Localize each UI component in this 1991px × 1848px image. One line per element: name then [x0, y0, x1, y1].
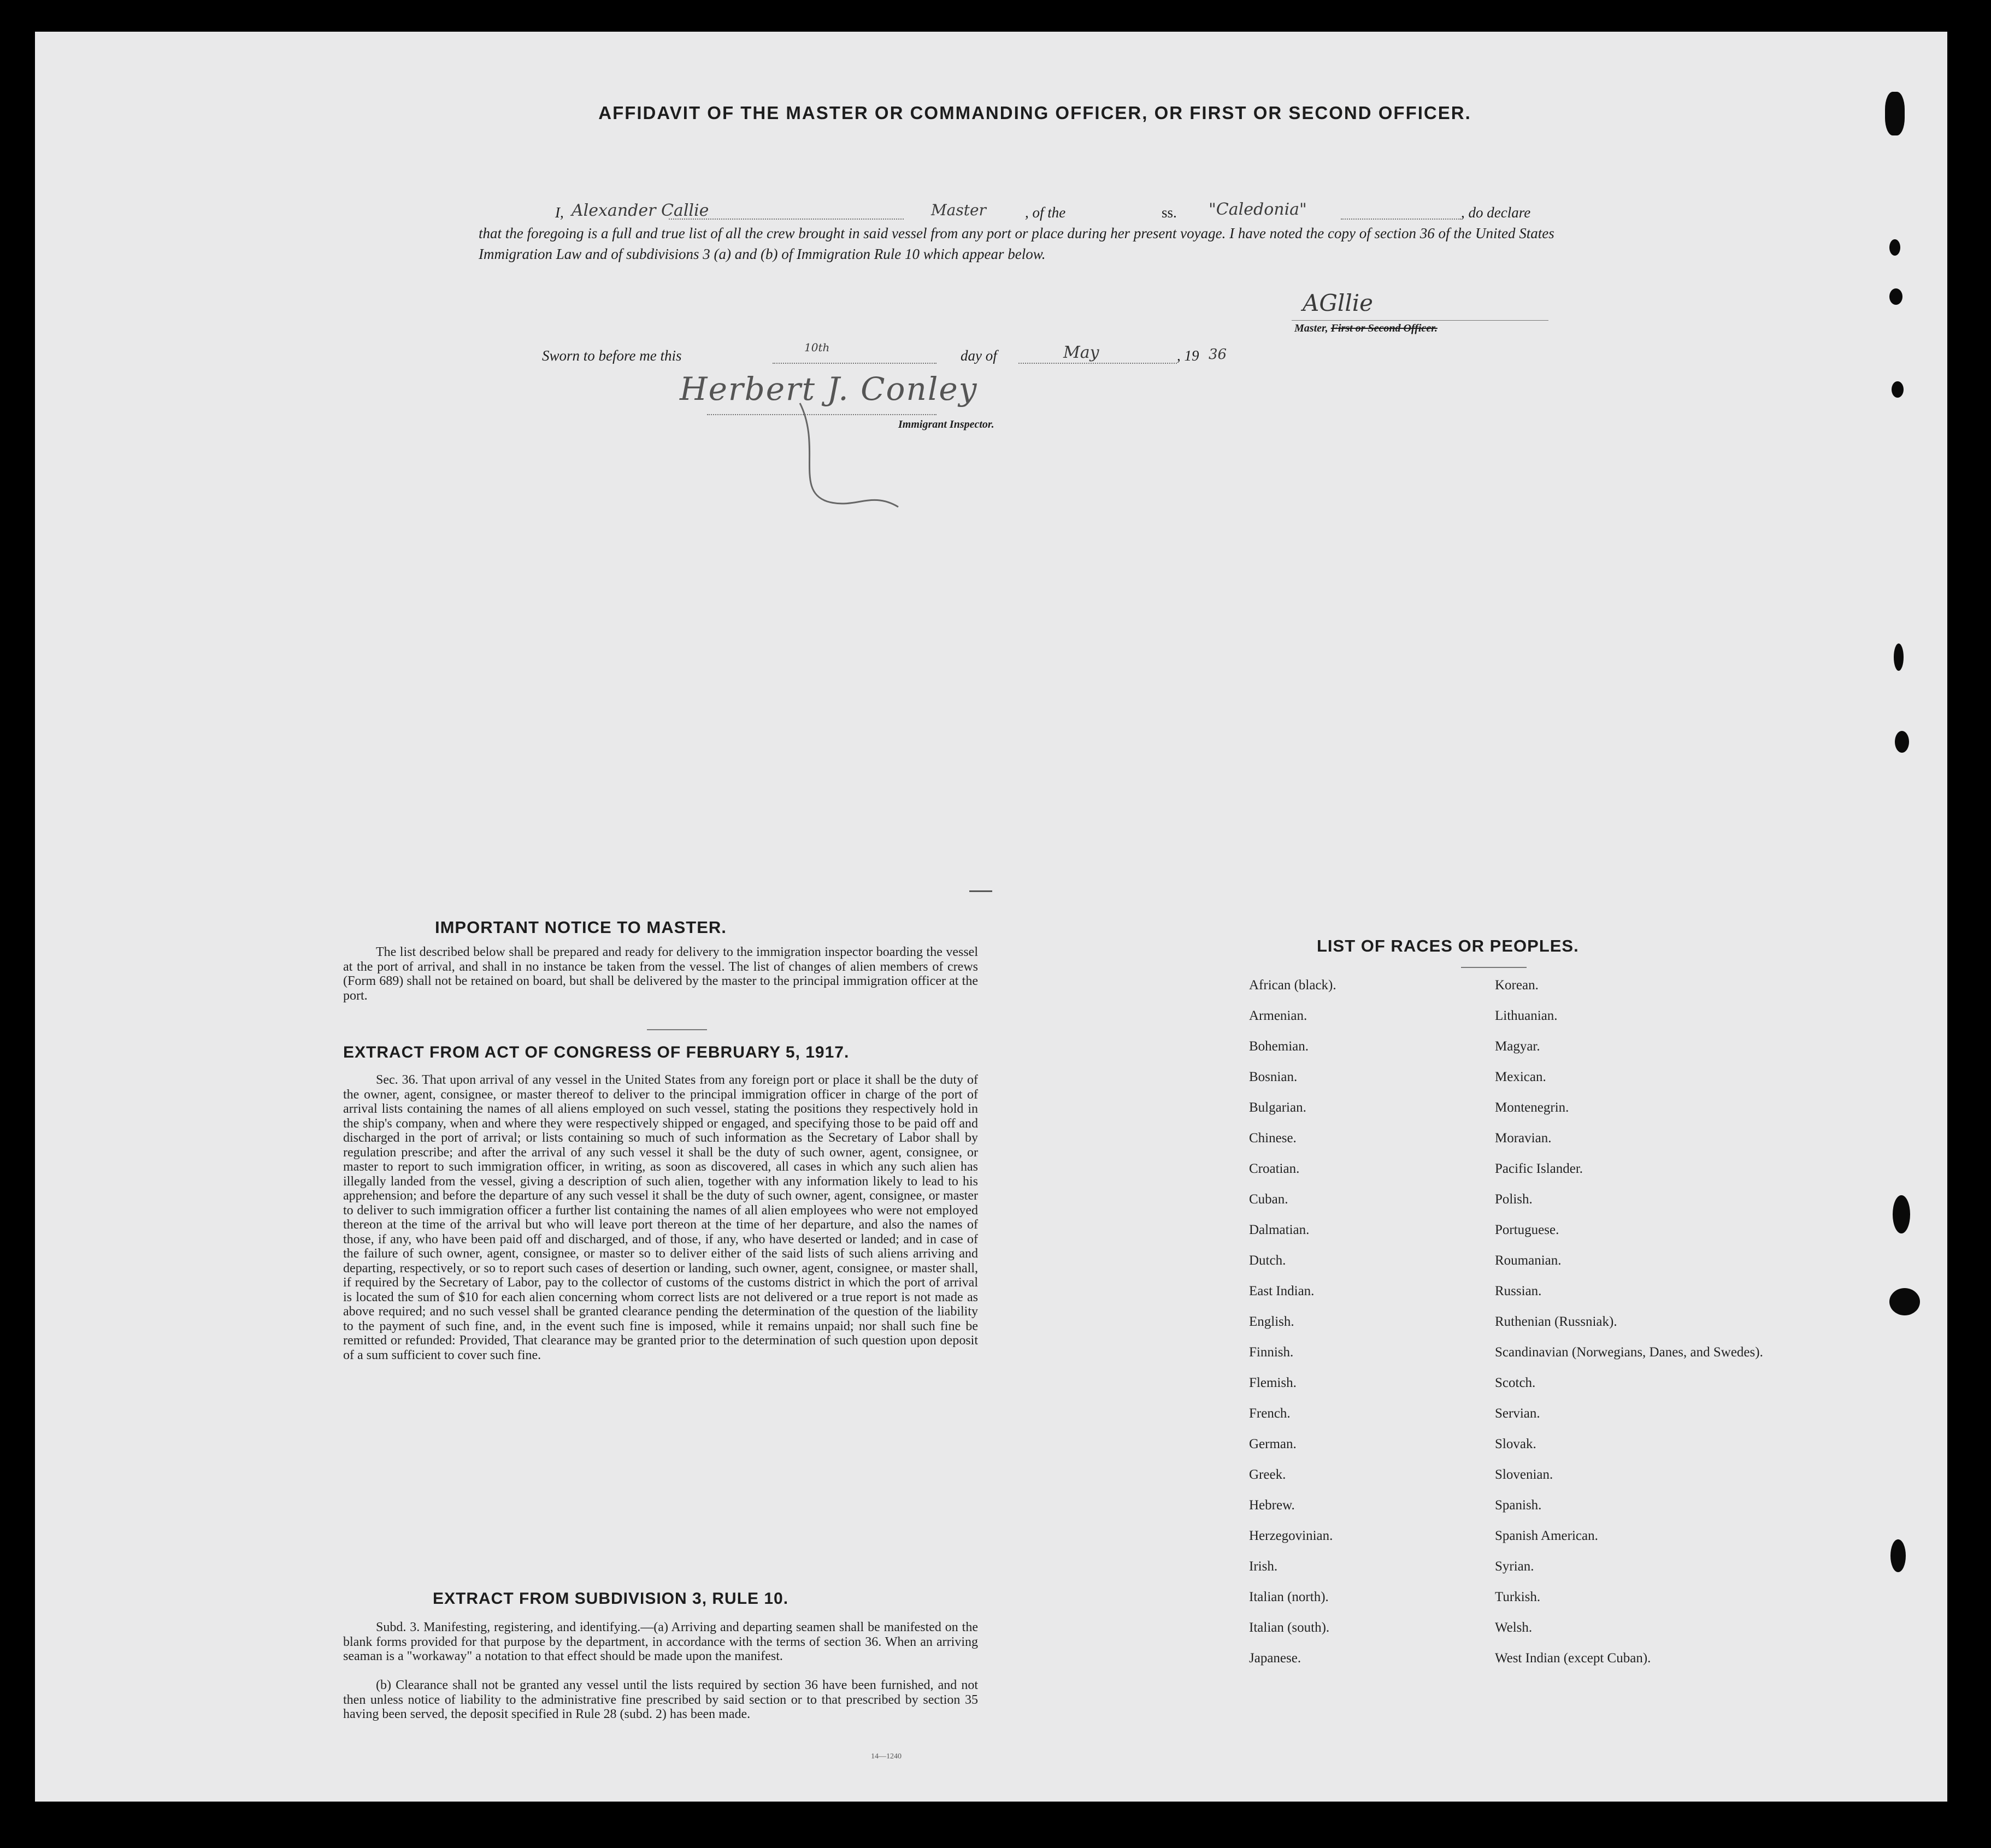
extract-rule-text-a: Subd. 3. Manifesting, registering, and identifying.—(a) Arriving and departing seamen shall be manifested on the blank forms provided for that purpose by the department, in accordance with the terms of section 36. When an arriving seaman is a "workaway" a notation to that effect should be made upon the manifest.: [343, 1620, 978, 1663]
month-dotted-line: [1018, 363, 1177, 364]
sworn-year: 36: [1209, 346, 1227, 363]
race-item: Russian.: [1495, 1284, 1542, 1298]
race-item: Spanish.: [1495, 1498, 1542, 1513]
vessel-name: "Caledonia": [1209, 200, 1307, 219]
day-of-label: day of: [961, 347, 997, 364]
race-item: Herzegovinian.: [1249, 1528, 1333, 1543]
bleed-through-text: [341, 122, 347, 149]
form-number: 14—1240: [871, 1752, 902, 1761]
binding-hole: [1894, 643, 1904, 671]
name-dotted-line: [669, 219, 904, 220]
sworn-statement: [542, 347, 682, 364]
race-item: Moravian.: [1495, 1131, 1552, 1146]
race-item: Dalmatian.: [1249, 1223, 1310, 1237]
sworn-month: May: [1063, 343, 1099, 362]
inspector-label: Immigrant Inspector.: [898, 418, 994, 430]
race-item: Dutch.: [1249, 1253, 1286, 1268]
inspector-signature-flourish: [789, 381, 920, 512]
extract-act-text: Sec. 36. That upon arrival of any vessel in the United States from any foreign port or place it shall be the duty of the owner, agent, consignee, or master thereof to deliver to the principal immigration officer in charge of the port of arrival lists containing the names of all aliens employed on such vessel, stating the positions they respectively hold in the ship's company, when and where they were respectively shipped or engaged, and specifying those to be paid off and discharged in the port of arrival; or lists containing so much of such information as the Secretary of Labor shall by regulation prescribe; and after the arrival of any such vessel it shall be the duty of such owner, agent, consignee, or master to report to such immigration officer, in writing, as soon as discovered, all cases in which any such alien has illegally landed from the vessel, giving a description of such alien, together with any information likely to lead to his apprehension; and before the departure of any such vessel it shall be the duty of such owner, agent, consignee, or master to deliver to such immigration officer a further list containing the names of all alien employees who were not employed thereon at the time of the arrival but who will leave port thereon at the time of her departure, and also the names of those, if any, who have been paid off and discharged, and of those, if any, who have deserted or landed; and in case of the failure of such owner, agent, consignee, or master so to deliver either of the said lists of such aliens arriving and departing, respectively, or so to report such cases of desertion or landing, such owner, agent, consignee, or master shall, if required by the Secretary of Labor, pay to the collector of customs of the customs district in which the port of arrival is located the sum of $10 for each alien concerning whom correct lists are not delivered or a true report is not made as above required; and no such vessel shall be granted clearance pending the determination of the question of the liability to the payment of such fine, and, in the event such fine is imposed, while it remains unpaid; nor shall such fine be remitted or refunded: Provided, That clearance may be granted prior to the determination of such question upon deposit of a sum sufficient to cover such fine.: [343, 1073, 978, 1362]
race-item: Bosnian.: [1249, 1070, 1298, 1084]
of-the-label: , of the: [1025, 204, 1066, 221]
race-item: Hebrew.: [1249, 1498, 1295, 1513]
master-label: Master,: [1294, 322, 1328, 334]
race-item: English.: [1249, 1314, 1294, 1329]
race-item: Korean.: [1495, 978, 1539, 993]
declare-prefix: I,: [555, 204, 564, 221]
race-item: German.: [1249, 1437, 1297, 1451]
affidavit-title: AFFIDAVIT OF THE MASTER OR COMMANDING OFFICER, OR FIRST OR SECOND OFFICER.: [598, 103, 1471, 123]
race-item: Chinese.: [1249, 1131, 1297, 1146]
sworn-day: 10th: [804, 341, 830, 354]
document-page: [35, 32, 1947, 1802]
race-item: Italian (north).: [1249, 1590, 1329, 1604]
races-rule: [1461, 967, 1527, 968]
race-item: Polish.: [1495, 1192, 1533, 1207]
affidavit-body: that the foregoing is a full and true list of all the crew brought in said vessel from any port or place during her present voyage. I have noted the copy of section 36 of the United States Immigration Law and of subdivisions 3 (a) and (b) of Immigration Rule 10 which appear below.: [479, 225, 1554, 262]
race-item: Bulgarian.: [1249, 1100, 1306, 1115]
master-name: Alexander Callie: [572, 201, 709, 220]
race-item: African (black).: [1249, 978, 1336, 993]
master-signature-line: [1292, 320, 1548, 321]
binding-hole: [1885, 92, 1905, 135]
notice-heading: IMPORTANT NOTICE TO MASTER.: [435, 918, 727, 937]
race-item: West Indian (except Cuban).: [1495, 1651, 1651, 1666]
race-item: Croatian.: [1249, 1161, 1300, 1176]
master-signature: AGllie: [1303, 290, 1374, 316]
do-declare-label: , do declare: [1461, 204, 1531, 221]
race-item: East Indian.: [1249, 1284, 1315, 1298]
races-heading: LIST OF RACES OR PEOPLES.: [1317, 936, 1579, 955]
page-edge: [1947, 32, 1991, 1848]
race-item: Armenian.: [1249, 1008, 1307, 1023]
race-item: Irish.: [1249, 1559, 1278, 1574]
inspector-signature: Herbert J. Conley: [680, 370, 978, 408]
binding-hole: [1889, 288, 1902, 305]
year-prefix: , 19: [1177, 347, 1199, 364]
binding-hole: [1893, 1195, 1910, 1233]
races-list: [1249, 978, 1795, 1681]
inspector-dotted-line: [707, 414, 936, 415]
vessel-prefix: ss.: [1162, 204, 1177, 221]
race-item: Cuban.: [1249, 1192, 1288, 1207]
race-item: Bohemian.: [1249, 1039, 1309, 1054]
binding-hole: [1889, 239, 1900, 256]
race-item: Slovak.: [1495, 1437, 1536, 1451]
race-item: French.: [1249, 1406, 1291, 1421]
race-item: Slovenian.: [1495, 1467, 1553, 1482]
race-item: Roumanian.: [1495, 1253, 1562, 1268]
race-item: Spanish American.: [1495, 1528, 1598, 1543]
race-item: Syrian.: [1495, 1559, 1534, 1574]
sworn-prefix: Sworn to before me this: [542, 347, 682, 364]
stray-mark: [969, 890, 992, 892]
binding-hole: [1892, 381, 1904, 398]
extract-rule-text-b: (b) Clearance shall not be granted any vessel until the lists required by section 36 have been furnished, and not then unless notice of liability to the administrative fine prescribed by said section or to that prescribed by section 35 having been served, the deposit specified in Rule 28 (subd. 2) has been made.: [343, 1678, 978, 1721]
extract-act-heading: EXTRACT FROM ACT OF CONGRESS OF FEBRUARY 5, 1917.: [343, 1043, 850, 1061]
day-dotted-line: [773, 363, 936, 364]
struck-officer-label: First or Second Officer.: [1330, 322, 1438, 334]
race-item: Finnish.: [1249, 1345, 1294, 1360]
race-item: Scotch.: [1495, 1375, 1536, 1390]
race-item: Servian.: [1495, 1406, 1540, 1421]
race-item: Italian (south).: [1249, 1620, 1330, 1635]
notice-text: The list described below shall be prepared and ready for delivery to the immigration inspector boarding the vessel at the port of arrival, and shall in no instance be taken from the vessel. The list of changes of alien members of crews (Form 689) shall not be retained on board, but shall be delivered by the master to the principal immigration officer at the port.: [343, 945, 978, 1003]
race-item: Scandinavian (Norwegians, Danes, and Swedes).: [1495, 1345, 1763, 1360]
race-item: Mexican.: [1495, 1070, 1546, 1084]
race-item: Lithuanian.: [1495, 1008, 1558, 1023]
binding-hole: [1890, 1539, 1906, 1572]
master-signature-label: [1294, 322, 1438, 335]
race-item: Magyar.: [1495, 1039, 1540, 1054]
race-item: Ruthenian (Russniak).: [1495, 1314, 1617, 1329]
race-item: Welsh.: [1495, 1620, 1533, 1635]
race-item: Flemish.: [1249, 1375, 1297, 1390]
race-item: Turkish.: [1495, 1590, 1541, 1604]
vessel-dotted-line: [1341, 219, 1461, 220]
rank: Master: [931, 201, 986, 219]
notice-rule: [647, 1029, 707, 1030]
race-item: Portuguese.: [1495, 1223, 1559, 1237]
binding-hole: [1889, 1288, 1920, 1315]
race-item: Pacific Islander.: [1495, 1161, 1583, 1176]
race-item: Montenegrin.: [1495, 1100, 1569, 1115]
race-item: Japanese.: [1249, 1651, 1301, 1666]
binding-hole: [1895, 731, 1909, 753]
extract-rule-heading: EXTRACT FROM SUBDIVISION 3, RULE 10.: [433, 1590, 789, 1608]
race-item: Greek.: [1249, 1467, 1286, 1482]
